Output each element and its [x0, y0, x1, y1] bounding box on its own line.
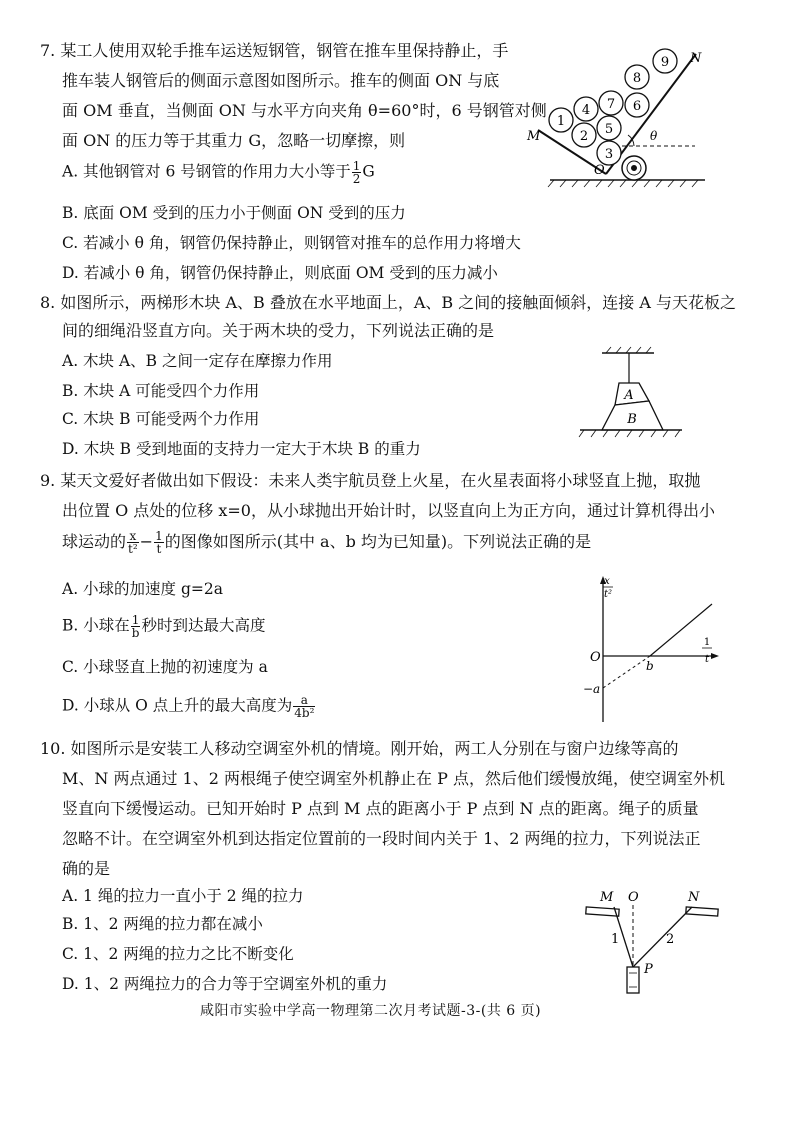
label-n: N: [688, 890, 700, 905]
q10-stem-line-2: M、N 两点通过 1、2 两根绳子使空调室外机静止在 P 点，然后他们缓慢放绳，使空调室外机: [62, 769, 725, 788]
fraction: $\frac{x}{\text{t²}}$: [128, 529, 138, 556]
q9-option-c: C. 小球竖直上抛的初速度为 a: [62, 658, 268, 676]
q10-option-d: D. 1、2 两绳拉力的合力等于空调室外机的重力: [62, 975, 388, 993]
pipe-number-1: 1: [556, 114, 566, 129]
q7-figure-pushcart: [520, 42, 720, 190]
q10-option-a: A. 1 绳的拉力一直小于 2 绳的拉力: [62, 887, 304, 905]
fraction: $\frac{1}{t}$: [155, 529, 163, 556]
pipe-number-2: 2: [579, 129, 589, 144]
label-m: M: [600, 890, 614, 905]
label-rope-2: 2: [666, 932, 675, 947]
q9-option-a: A. 小球的加速度 g=2a: [62, 580, 223, 598]
q7-stem-line-1: 7. 某工人使用双轮手推车运送短钢管，钢管在推车里保持静止，手: [40, 41, 509, 60]
pipe-number-4: 4: [581, 103, 591, 118]
label-o: O: [628, 890, 639, 905]
page-footer: 咸阳市实验中学高一物理第二次月考试题-3-(共 6 页): [200, 1003, 542, 1019]
fraction: $\frac{1}{2}$: [352, 159, 361, 186]
y-axis-label-num: x: [604, 576, 610, 587]
q10-stem-line-5: 确的是: [62, 859, 111, 878]
q7-stem-line-2: 推车装人钢管后的侧面示意图如图所示。推车的侧面 ON 与底: [62, 71, 500, 90]
pipe-number-6: 6: [632, 99, 642, 114]
fraction: $\frac{1}{b}$: [131, 613, 140, 640]
q10-stem-line-3: 竖直向下缓慢运动。已知开始时 P 点到 M 点的距离小于 P 点到 N 点的距离。绳子的质量: [62, 799, 699, 818]
label-o: O: [594, 163, 605, 178]
q10-stem-line-4: 忽略不计。在空调室外机到达指定位置前的一段时间内关于 1、2 两绳的拉力，下列说法正: [62, 829, 701, 848]
q10-figure-ropes: [578, 885, 728, 1000]
q8-figure-blocks: [570, 345, 690, 440]
q7-option-c: C. 若减小 θ 角，钢管仍保持静止，则钢管对推车的总作用力将增大: [62, 234, 521, 252]
label-origin: O: [590, 650, 601, 665]
q8-option-c: C. 木块 B 可能受两个力作用: [62, 410, 260, 428]
label-b: b: [646, 659, 654, 673]
pipe-number-5: 5: [604, 122, 614, 137]
label-b: B: [627, 412, 637, 427]
label-neg-a: −a: [583, 682, 601, 696]
label-rope-1: 1: [611, 932, 620, 947]
q8-option-a: A. 木块 A、B 之间一定存在摩擦力作用: [62, 352, 333, 370]
q8-option-b: B. 木块 A 可能受四个力作用: [62, 382, 260, 400]
q9-option-d: D. 小球从 O 点上升的最大高度为 $\frac{a}{\text{4b²}}$: [62, 693, 315, 720]
q10-option-c: C. 1、2 两绳的拉力之比不断变化: [62, 945, 294, 963]
q8-stem-line-1: 8. 如图所示，两梯形木块 A、B 叠放在水平地面上，A、B 之间的接触面倾斜，连接 A 与天花板之: [40, 293, 736, 312]
q7-option-d: D. 若减小 θ 角，钢管仍保持静止，则底面 OM 受到的压力减小: [62, 264, 498, 282]
x-axis-label-num: 1: [703, 637, 711, 648]
q8-option-d: D. 木块 B 受到地面的支持力一定大于木块 B 的重力: [62, 440, 421, 458]
q8-stem-line-2: 间的细绳沿竖直方向。关于两木块的受力，下列说法正确的是: [62, 321, 495, 340]
q7-option-a: A. 其他钢管对 6 号钢管的作用力大小等于 $\frac{1}{2}$ G: [62, 159, 375, 186]
q9-stem-line-3: 球运动的 $\frac{x}{\text{t²}}$ − $\frac{1}{t}$ 的图像如图所示(其中 a、b 均为已知量)。下列说法正确的是: [62, 529, 592, 556]
y-axis-label-den: t²: [603, 589, 613, 600]
pipe-number-8: 8: [632, 71, 642, 86]
q9-stem-line-2: 出位置 O 点处的位移 x=0，从小球抛出开始计时，以竖直向上为正方向，通过计算机得出小: [62, 501, 715, 520]
q9-option-b: B. 小球在 $\frac{1}{b}$ 秒时到达最大高度: [62, 613, 266, 640]
q7-stem-line-4: 面 ON 的压力等于其重力 G，忽略一切摩擦，则: [62, 131, 406, 150]
q10-stem-line-1: 10. 如图所示是安装工人移动空调室外机的情境。刚开始，两工人分别在与窗户边缘等高的: [40, 739, 679, 758]
pipe-number-9: 9: [660, 55, 670, 70]
pipe-number-3: 3: [604, 147, 614, 162]
fraction: $\frac{a}{\text{4b²}}$: [294, 693, 315, 720]
q7-option-b: B. 底面 OM 受到的压力小于侧面 ON 受到的压力: [62, 204, 406, 222]
x-axis-label-den: t: [704, 654, 710, 665]
label-n: N: [690, 51, 702, 66]
q7-stem-line-3: 面 OM 垂直，当侧面 ON 与水平方向夹角 θ=60°时，6 号钢管对侧: [62, 101, 547, 120]
pipe-number-7: 7: [606, 97, 616, 112]
label-p: P: [644, 962, 653, 977]
label-a: A: [624, 388, 634, 403]
q9-figure-graph: [580, 572, 720, 727]
q9-stem-line-1: 9. 某天文爱好者做出如下假设：未来人类宇航员登上火星，在火星表面将小球竖直上抛，取抛: [40, 471, 701, 490]
q10-option-b: B. 1、2 两绳的拉力都在减小: [62, 915, 263, 933]
label-m: M: [527, 129, 541, 144]
label-theta: θ: [650, 129, 658, 143]
